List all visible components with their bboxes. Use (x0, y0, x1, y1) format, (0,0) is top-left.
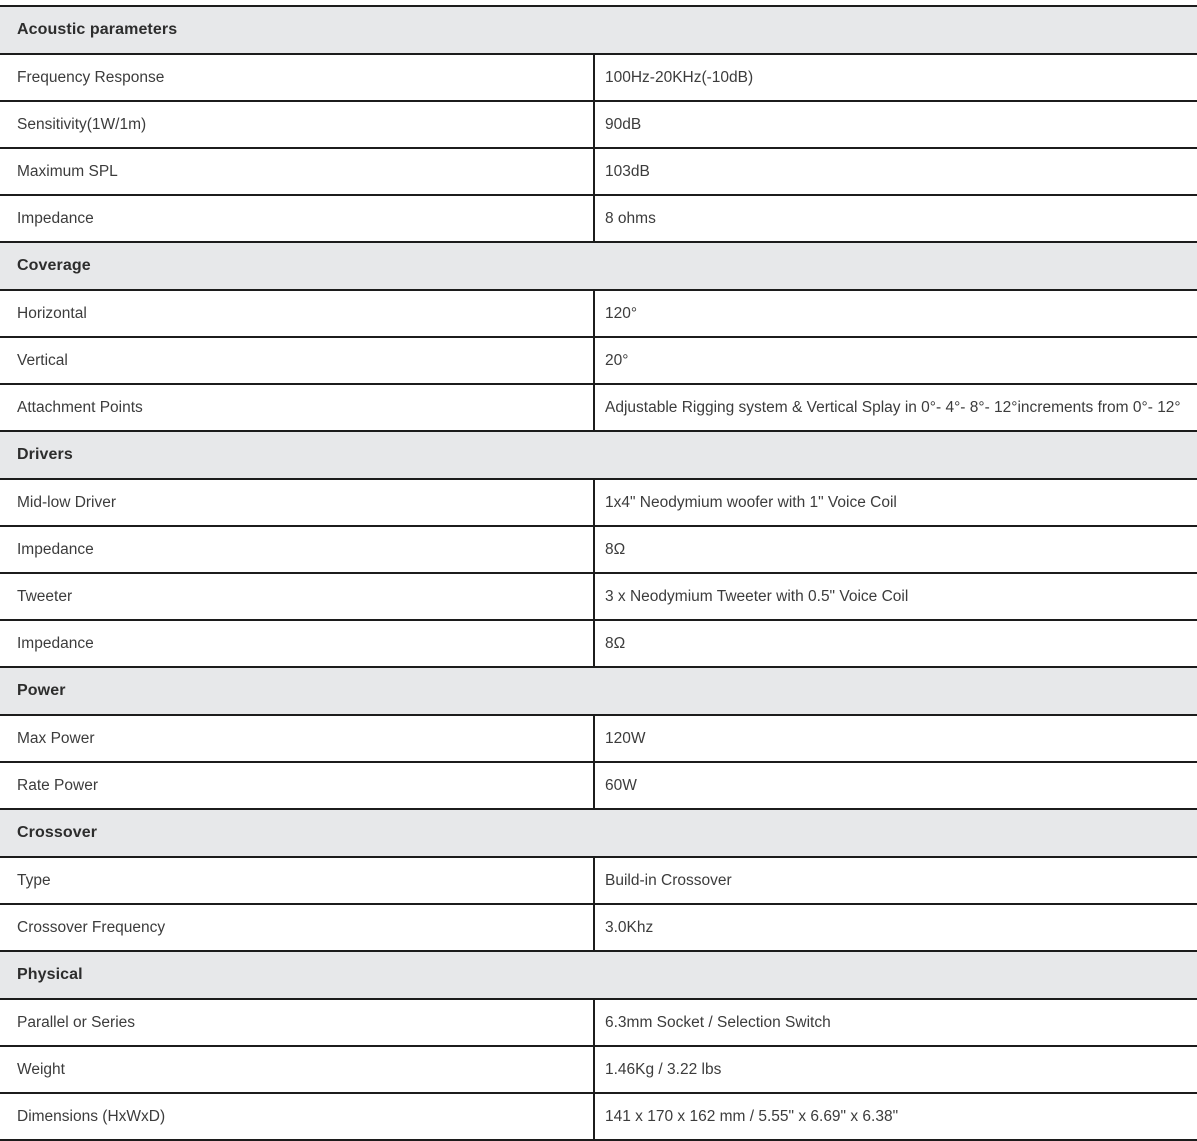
spec-value: 3 x Neodymium Tweeter with 0.5" Voice Coil (593, 574, 1197, 619)
spec-label: Tweeter (17, 587, 73, 605)
spec-value: 60W (593, 763, 1197, 808)
section-header (0, 810, 1197, 858)
spec-value: 90dB (593, 102, 1197, 147)
spec-label: Rate Power (17, 776, 98, 794)
spec-value: 1x4" Neodymium woofer with 1" Voice Coil (593, 480, 1197, 525)
section-title: Power (17, 682, 66, 699)
section-title: Drivers (17, 446, 73, 463)
section-rows (0, 858, 1197, 952)
section-header (0, 243, 1197, 291)
spec-table (0, 5, 1197, 1141)
spec-label: Vertical (17, 351, 68, 369)
spec-label: Impedance (17, 634, 94, 652)
section-rows (0, 55, 1197, 243)
spec-value: 100Hz-20KHz(-10dB) (593, 55, 1197, 100)
spec-label: Attachment Points (17, 398, 143, 416)
spec-label: Weight (17, 1060, 65, 1078)
spec-section (0, 952, 1197, 1141)
table-row (0, 905, 1197, 952)
spec-section (0, 668, 1197, 810)
section-title: Crossover (17, 824, 98, 841)
table-row (0, 291, 1197, 338)
section-header (0, 7, 1197, 55)
spec-value: 8Ω (593, 621, 1197, 666)
table-row (0, 1094, 1197, 1141)
section-header (0, 432, 1197, 480)
section-rows (0, 291, 1197, 432)
spec-value: 141 x 170 x 162 mm / 5.55" x 6.69" x 6.38" (593, 1094, 1197, 1139)
spec-section (0, 432, 1197, 668)
spec-label: Crossover Frequency (17, 918, 166, 936)
spec-label: Dimensions (HxWxD) (17, 1107, 166, 1125)
table-row (0, 574, 1197, 621)
spec-label: Parallel or Series (17, 1013, 136, 1031)
section-rows (0, 1000, 1197, 1141)
table-row (0, 385, 1197, 432)
table-row (0, 621, 1197, 668)
table-row (0, 858, 1197, 905)
spec-label: Impedance (17, 209, 94, 227)
spec-label: Mid-low Driver (17, 493, 117, 511)
table-row (0, 196, 1197, 243)
section-title: Coverage (17, 257, 91, 274)
table-row (0, 149, 1197, 196)
table-row (0, 527, 1197, 574)
section-header (0, 668, 1197, 716)
section-rows (0, 480, 1197, 668)
table-row (0, 338, 1197, 385)
spec-label: Frequency Response (17, 68, 165, 86)
spec-value: 6.3mm Socket / Selection Switch (593, 1000, 1197, 1045)
spec-value: 8 ohms (593, 196, 1197, 241)
table-row (0, 480, 1197, 527)
section-rows (0, 716, 1197, 810)
table-row (0, 102, 1197, 149)
spec-value: 1.46Kg / 3.22 lbs (593, 1047, 1197, 1092)
spec-section (0, 243, 1197, 432)
spec-section (0, 7, 1197, 243)
table-row (0, 716, 1197, 763)
spec-value: 120° (593, 291, 1197, 336)
spec-label: Type (17, 871, 51, 889)
spec-label: Impedance (17, 540, 94, 558)
table-row (0, 1047, 1197, 1094)
spec-label: Maximum SPL (17, 162, 118, 180)
spec-value: 8Ω (593, 527, 1197, 572)
section-title: Physical (17, 966, 83, 983)
table-row (0, 1000, 1197, 1047)
table-row (0, 763, 1197, 810)
spec-value: 3.0Khz (593, 905, 1197, 950)
spec-section (0, 810, 1197, 952)
spec-label: Max Power (17, 729, 95, 747)
spec-value: 120W (593, 716, 1197, 761)
spec-value: 20° (593, 338, 1197, 383)
section-header (0, 952, 1197, 1000)
spec-value: Build-in Crossover (593, 858, 1197, 903)
spec-label: Horizontal (17, 304, 87, 322)
table-row (0, 55, 1197, 102)
spec-label: Sensitivity(1W/1m) (17, 115, 147, 133)
section-title: Acoustic parameters (17, 21, 178, 38)
spec-value: 103dB (593, 149, 1197, 194)
spec-value: Adjustable Rigging system & Vertical Splay in 0°- 4°- 8°- 12°increments from 0°- 12° (593, 385, 1197, 430)
